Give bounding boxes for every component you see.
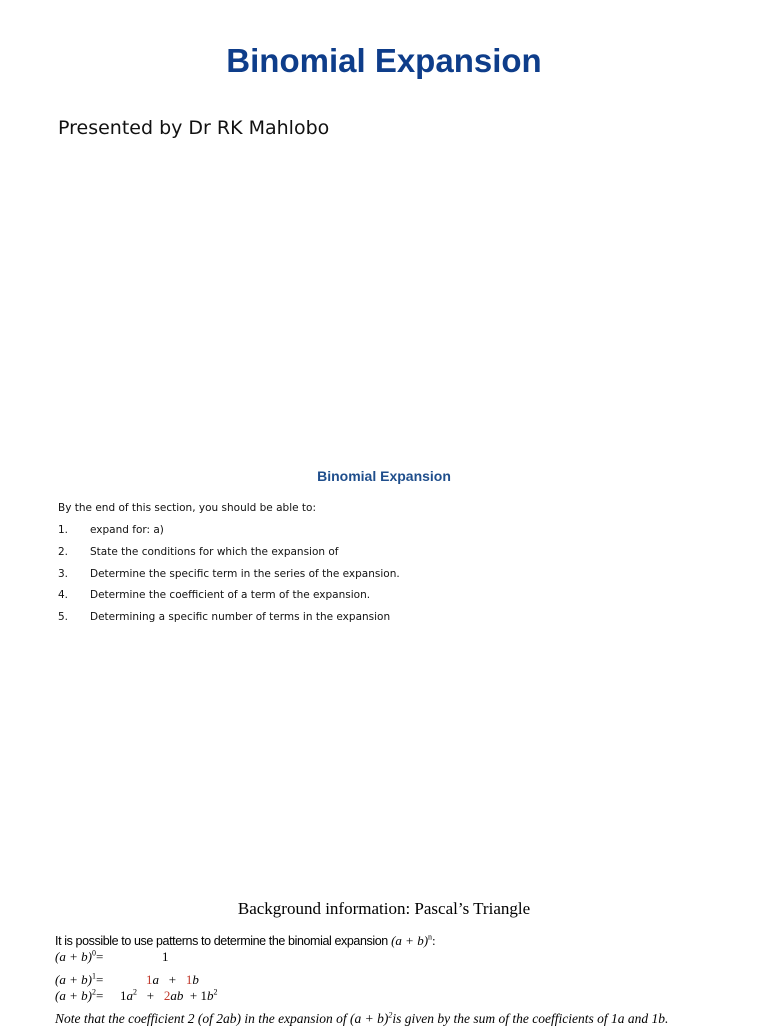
note-exp: 2 <box>388 1010 393 1020</box>
term-exp: 2 <box>213 987 218 997</box>
intro-expr: (a + b) <box>391 933 429 948</box>
expansion-row-0 <box>55 949 103 965</box>
row-eq: = <box>95 949 104 964</box>
list-number: 5. <box>58 611 69 624</box>
list-item <box>58 546 400 568</box>
row-2-rhs <box>120 988 217 1004</box>
intro-text: It is possible to use patterns to determine the binomial expansion <box>55 934 388 948</box>
row-lhs: (a + b) <box>55 988 92 1003</box>
section-title: Binomial Expansion <box>317 468 451 484</box>
row-lhs: (a + b) <box>55 972 92 987</box>
term: ab <box>170 988 184 1003</box>
coef: 1 <box>120 988 127 1003</box>
term: b <box>206 988 214 1003</box>
list-item <box>58 611 400 633</box>
row-exp: 2 <box>91 987 96 997</box>
list-item <box>58 589 400 611</box>
pascal-note <box>55 1011 668 1027</box>
list-text: Determine the specific term in the series of the expansion. <box>90 567 400 580</box>
objectives-intro: By the end of this section, you should be able to: <box>58 502 316 514</box>
coef: 1 <box>200 988 207 1003</box>
list-text: State the conditions for which the expansion of <box>90 545 339 558</box>
list-number: 1. <box>58 524 69 536</box>
term: a <box>152 972 159 987</box>
list-item <box>58 524 400 546</box>
plus: + <box>189 988 198 1003</box>
presenter-line: Presented by Dr RK Mahlobo <box>58 117 330 139</box>
list-number: 3. <box>58 567 69 580</box>
objectives-list <box>58 524 400 633</box>
note-end: is given by the sum of the coefficients of 1a and 1b. <box>392 1011 669 1026</box>
note-text: Note that the coefficient 2 (of 2ab) in the expansion of (a + b) <box>55 1011 389 1026</box>
expansion-row-2 <box>55 988 103 1004</box>
plus: + <box>168 972 177 987</box>
term: b <box>192 972 199 987</box>
intro-exp: n <box>428 932 433 942</box>
term: a <box>126 988 133 1003</box>
term-exp: 2 <box>133 987 137 997</box>
row-0-coef: 1 <box>162 949 169 964</box>
pascal-intro <box>55 933 436 949</box>
list-text: expand for: a) <box>90 524 164 536</box>
section-title: Background information: Pascal’s Triangle <box>237 899 531 918</box>
expansion-row-1 <box>55 972 103 988</box>
intro-colon: : <box>432 933 436 948</box>
coef: 1 <box>146 972 153 987</box>
row-exp: 1 <box>91 971 96 981</box>
plus: + <box>146 988 155 1003</box>
list-number: 4. <box>58 589 69 602</box>
list-text: Determine the coefficient of a term of the expansion. <box>90 589 371 602</box>
coef: 2 <box>163 988 171 1003</box>
page-title: Binomial Expansion <box>226 42 542 79</box>
list-number: 2. <box>58 545 69 558</box>
list-item <box>58 568 400 590</box>
row-lhs: (a + b) <box>55 949 92 964</box>
list-text: Determining a specific number of terms in the expansion <box>90 611 391 624</box>
row-exp: 0 <box>91 948 96 958</box>
row-eq: = <box>95 972 104 987</box>
row-eq: = <box>95 988 104 1003</box>
row-1-rhs <box>146 972 199 988</box>
coef: 1 <box>185 972 193 987</box>
